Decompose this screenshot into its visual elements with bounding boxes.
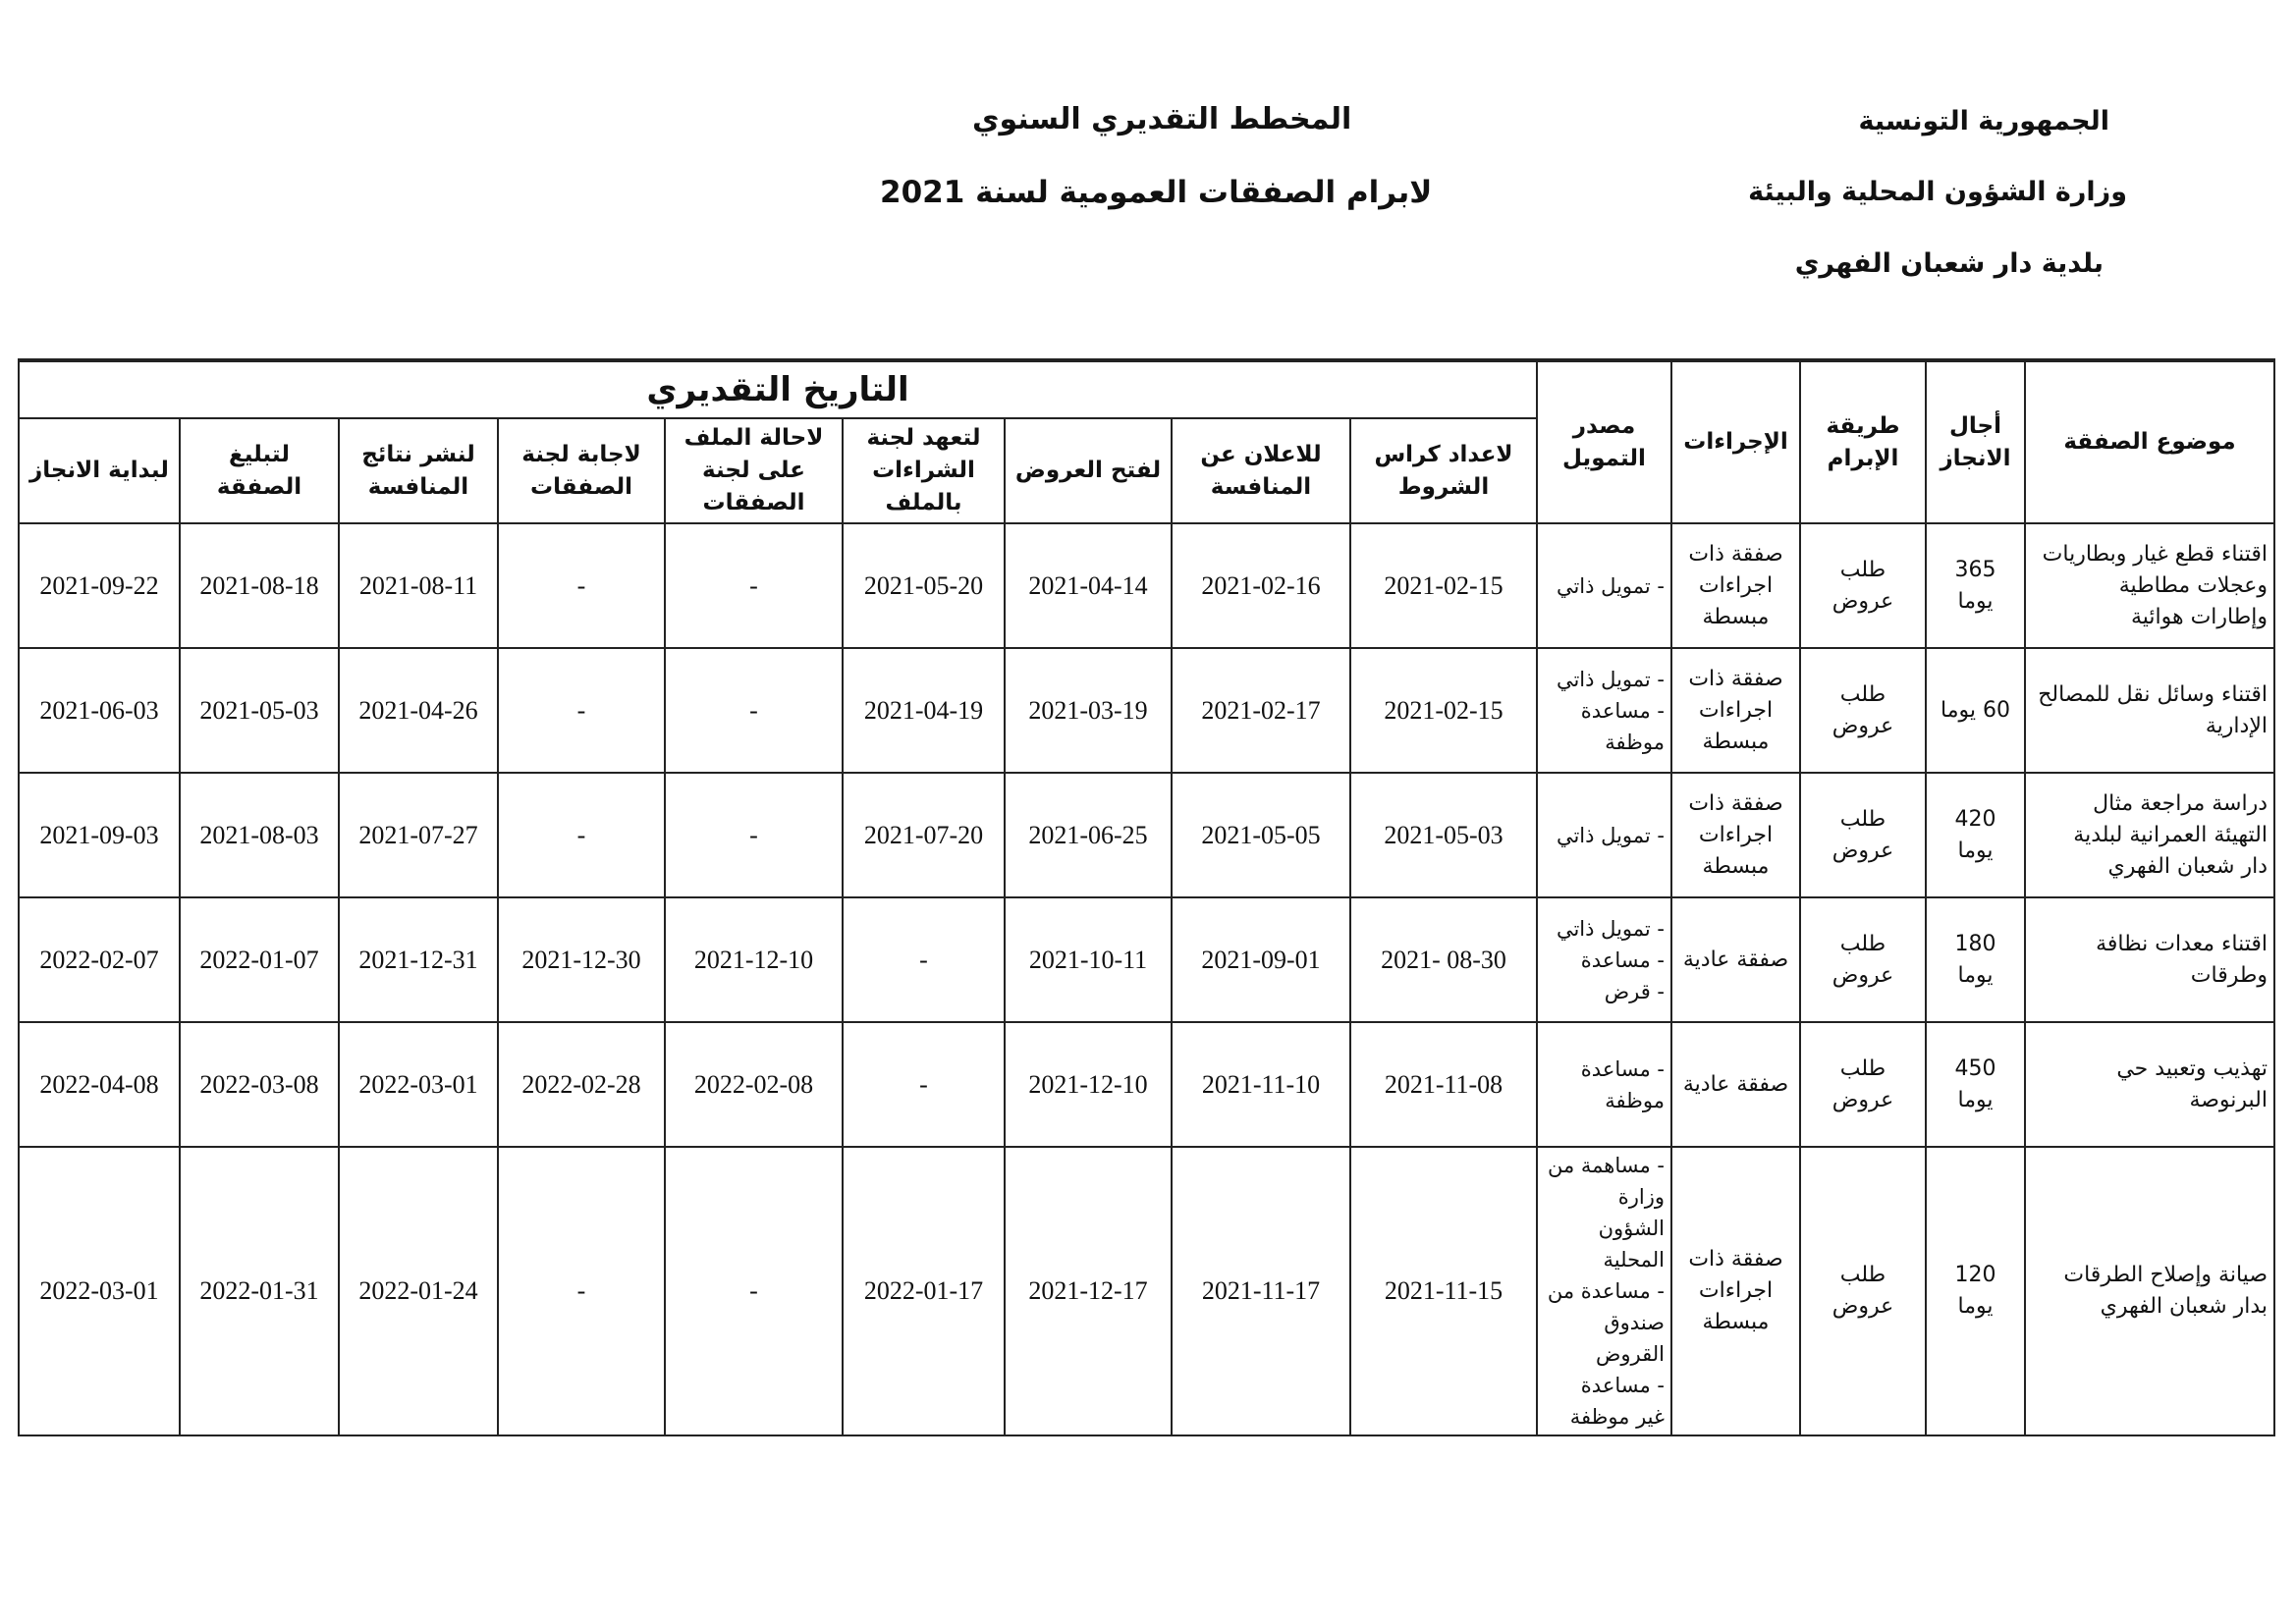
- document-title: المخطط التقديري السنوي: [972, 102, 1352, 136]
- cell-funding: - تمويل ذاتي: [1537, 523, 1671, 648]
- header-date-answer: لاجابة لجنة الصفقات: [498, 418, 665, 523]
- cell-date-refer: -: [665, 523, 843, 648]
- cell-funding: - تمويل ذاتي - مساعدة - قرض: [1537, 897, 1671, 1022]
- cell-date-purchase: 2021-05-20: [843, 523, 1005, 648]
- cell-date-announce: 2021-11-10: [1172, 1022, 1350, 1147]
- document-subtitle: لابرام الصفقات العمومية لسنة 2021: [880, 175, 1433, 210]
- cell-date-open: 2021-12-17: [1005, 1147, 1172, 1435]
- cell-duration: 420 يوما: [1926, 773, 2025, 897]
- cell-date-open: 2021-06-25: [1005, 773, 1172, 897]
- cell-date-start: 2022-03-01: [19, 1147, 180, 1435]
- cell-date-open: 2021-10-11: [1005, 897, 1172, 1022]
- cell-date-answer: -: [498, 1147, 665, 1435]
- cell-date-start: 2022-02-07: [19, 897, 180, 1022]
- cell-date-refer: -: [665, 648, 843, 773]
- procurement-plan-table: [18, 358, 2275, 1436]
- cell-date-open: 2021-03-19: [1005, 648, 1172, 773]
- cell-date-results: 2021-12-31: [339, 897, 498, 1022]
- header-subject: موضوع الصفقة: [2025, 360, 2274, 523]
- cell-duration: 180 يوما: [1926, 897, 2025, 1022]
- cell-date-start: 2022-04-08: [19, 1022, 180, 1147]
- cell-date-start: 2021-09-22: [19, 523, 180, 648]
- cell-method: طلب عروض: [1800, 1022, 1926, 1147]
- cell-date-notify: 2022-03-08: [180, 1022, 339, 1147]
- cell-date-notify: 2021-08-18: [180, 523, 339, 648]
- header-date-notify: لتبليغ الصفقة: [180, 418, 339, 523]
- cell-date-notify: 2021-05-03: [180, 648, 339, 773]
- header-procedure: الإجراءات: [1671, 360, 1800, 523]
- cell-method: طلب عروض: [1800, 523, 1926, 648]
- cell-subject: اقتناء معدات نظافة وطرقات: [2025, 897, 2274, 1022]
- cell-subject: صيانة وإصلاح الطرقات بدار شعبان الفهري: [2025, 1147, 2274, 1435]
- cell-procedure: صفقة عادية: [1671, 1022, 1800, 1147]
- cell-date-purchase: 2022-01-17: [843, 1147, 1005, 1435]
- cell-date-conditions: 2021- 08-30: [1350, 897, 1537, 1022]
- cell-procedure: صفقة ذات اجراءات مبسطة: [1671, 1147, 1800, 1435]
- authority-line-ministry: وزارة الشؤون المحلية والبيئة: [1748, 177, 2127, 207]
- authority-line-municipality: بلدية دار شعبان الفهري: [1794, 248, 2104, 279]
- cell-date-conditions: 2021-02-15: [1350, 523, 1537, 648]
- cell-date-start: 2021-09-03: [19, 773, 180, 897]
- cell-duration: 120 يوما: [1926, 1147, 2025, 1435]
- header-funding: مصدر التمويل: [1537, 360, 1671, 523]
- cell-date-notify: 2022-01-07: [180, 897, 339, 1022]
- header-method: طريقة الإبرام: [1800, 360, 1926, 523]
- cell-duration: 450 يوما: [1926, 1022, 2025, 1147]
- cell-date-purchase: 2021-04-19: [843, 648, 1005, 773]
- cell-funding: - تمويل ذاتي: [1537, 773, 1671, 897]
- cell-method: طلب عروض: [1800, 897, 1926, 1022]
- cell-procedure: صفقة ذات اجراءات مبسطة: [1671, 523, 1800, 648]
- cell-subject: اقتناء وسائل نقل للمصالح الإدارية: [2025, 648, 2274, 773]
- cell-date-conditions: 2021-11-15: [1350, 1147, 1537, 1435]
- cell-procedure: صفقة ذات اجراءات مبسطة: [1671, 648, 1800, 773]
- cell-date-answer: -: [498, 523, 665, 648]
- header-duration: أجال الانجاز: [1926, 360, 2025, 523]
- header-date-refer: لاحالة الملف على لجنة الصفقات: [665, 418, 843, 523]
- cell-date-announce: 2021-09-01: [1172, 897, 1350, 1022]
- table-row: [19, 523, 2274, 648]
- cell-date-results: 2021-08-11: [339, 523, 498, 648]
- cell-date-answer: -: [498, 773, 665, 897]
- cell-date-answer: -: [498, 648, 665, 773]
- cell-date-results: 2022-03-01: [339, 1022, 498, 1147]
- cell-subject: دراسة مراجعة مثال التهيئة العمرانية لبلدية دار شعبان الفهري: [2025, 773, 2274, 897]
- cell-date-announce: 2021-02-16: [1172, 523, 1350, 648]
- cell-date-conditions: 2021-02-15: [1350, 648, 1537, 773]
- cell-date-answer: 2021-12-30: [498, 897, 665, 1022]
- cell-subject: اقتناء قطع غيار وبطاريات وعجلات مطاطية وإطارات هوائية: [2025, 523, 2274, 648]
- cell-date-conditions: 2021-05-03: [1350, 773, 1537, 897]
- table-row: [19, 648, 2274, 773]
- table-row: [19, 1022, 2274, 1147]
- cell-date-answer: 2022-02-28: [498, 1022, 665, 1147]
- cell-date-refer: 2022-02-08: [665, 1022, 843, 1147]
- cell-date-results: 2021-07-27: [339, 773, 498, 897]
- cell-date-open: 2021-12-10: [1005, 1022, 1172, 1147]
- cell-date-conditions: 2021-11-08: [1350, 1022, 1537, 1147]
- cell-method: طلب عروض: [1800, 1147, 1926, 1435]
- cell-duration: 365 يوما: [1926, 523, 2025, 648]
- header-date-conditions: لاعداد كراس الشروط: [1350, 418, 1537, 523]
- cell-date-refer: -: [665, 1147, 843, 1435]
- cell-date-announce: 2021-02-17: [1172, 648, 1350, 773]
- cell-date-purchase: -: [843, 1022, 1005, 1147]
- cell-date-notify: 2022-01-31: [180, 1147, 339, 1435]
- table-row: [19, 773, 2274, 897]
- cell-funding: - مساهمة من وزارة الشؤون المحلية - مساعدة من صندوق القروض - مساعدة غير موظفة: [1537, 1147, 1671, 1435]
- cell-date-open: 2021-04-14: [1005, 523, 1172, 648]
- cell-date-results: 2022-01-24: [339, 1147, 498, 1435]
- cell-duration: 60 يوما: [1926, 648, 2025, 773]
- cell-funding: - مساعدة موظفة: [1537, 1022, 1671, 1147]
- cell-date-start: 2021-06-03: [19, 648, 180, 773]
- cell-date-purchase: -: [843, 897, 1005, 1022]
- cell-method: طلب عروض: [1800, 773, 1926, 897]
- cell-date-purchase: 2021-07-20: [843, 773, 1005, 897]
- cell-date-announce: 2021-05-05: [1172, 773, 1350, 897]
- cell-date-notify: 2021-08-03: [180, 773, 339, 897]
- cell-date-announce: 2021-11-17: [1172, 1147, 1350, 1435]
- cell-procedure: صفقة ذات اجراءات مبسطة: [1671, 773, 1800, 897]
- cell-funding: - تمويل ذاتي - مساعدة موظفة: [1537, 648, 1671, 773]
- cell-procedure: صفقة عادية: [1671, 897, 1800, 1022]
- table-row: [19, 1147, 2274, 1435]
- cell-date-results: 2021-04-26: [339, 648, 498, 773]
- cell-date-refer: 2021-12-10: [665, 897, 843, 1022]
- header-date-purchase: لتعهد لجنة الشراءات بالملف: [843, 418, 1005, 523]
- header-date-start: لبداية الانجاز: [19, 418, 180, 523]
- cell-method: طلب عروض: [1800, 648, 1926, 773]
- header-date-announce: للاعلان عن المنافسة: [1172, 418, 1350, 523]
- cell-subject: تهذيب وتعبيد حي البرنوصة: [2025, 1022, 2274, 1147]
- header-date-open: لفتح العروض: [1005, 418, 1172, 523]
- table-row: [19, 897, 2274, 1022]
- header-estimated-date-group: التاريخ التقديري: [19, 360, 1537, 418]
- header-date-results: لنشر نتائج المنافسة: [339, 418, 498, 523]
- authority-line-republic: الجمهورية التونسية: [1858, 106, 2109, 136]
- cell-date-refer: -: [665, 773, 843, 897]
